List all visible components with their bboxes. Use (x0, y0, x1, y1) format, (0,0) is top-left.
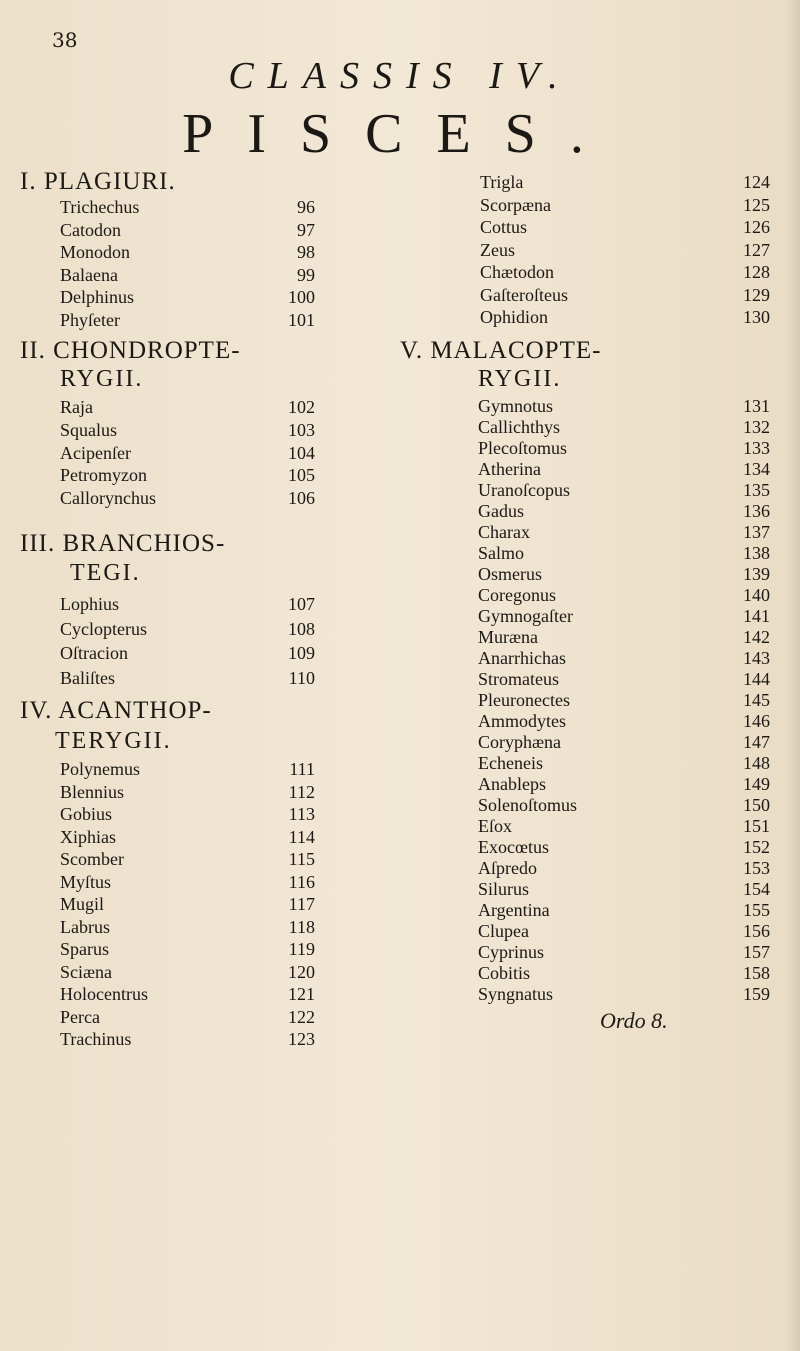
list-item (480, 171, 770, 194)
genus-name: Lophius (60, 594, 120, 614)
genus-name: Perca (60, 1006, 100, 1027)
genus-number: 136 (743, 501, 770, 521)
list-item (60, 961, 315, 984)
genus-name: Muræna (478, 627, 538, 647)
genus-name: Acipenſer (60, 442, 131, 463)
genus-name: Delphinus (60, 287, 134, 307)
genus-number: 149 (743, 774, 770, 794)
genus-name: Plecoſtomus (478, 438, 567, 458)
genus-number: 114 (288, 826, 315, 847)
genus-number: 118 (288, 916, 315, 937)
genus-number: 151 (743, 816, 770, 836)
section-subheader: TERYGII. (55, 728, 172, 754)
genus-number: 109 (288, 643, 315, 663)
genus-number: 100 (288, 287, 315, 307)
page-edge (786, 0, 800, 1351)
list-item (60, 1028, 315, 1051)
genus-number: 158 (743, 963, 770, 983)
list-item (480, 216, 770, 239)
genus-list (478, 396, 770, 1005)
list-item (60, 826, 315, 849)
list-item (478, 774, 770, 795)
genus-name: Gymnotus (478, 396, 554, 416)
genus-name: Salmo (478, 543, 525, 563)
list-item (60, 487, 315, 510)
genus-number: 124 (743, 172, 770, 192)
list-item (478, 480, 770, 501)
list-item (60, 617, 315, 642)
list-item (60, 893, 315, 916)
genus-number: 138 (743, 543, 770, 563)
list-item (478, 984, 770, 1005)
genus-number: 122 (288, 1006, 315, 1027)
genus-number: 159 (743, 984, 770, 1004)
genus-name: Raja (60, 397, 93, 417)
genus-number: 142 (743, 627, 770, 647)
section-header: IV. ACANTHOP- (20, 697, 212, 724)
genus-list (60, 592, 315, 690)
genus-number: 123 (288, 1029, 315, 1049)
genus-name: Coryphæna (478, 732, 561, 752)
genus-name: Squalus (60, 419, 118, 440)
genus-name: Pleuronectes (478, 690, 570, 710)
genus-name: Callorynchus (60, 488, 156, 509)
genus-name: Callichthys (478, 417, 560, 437)
list-item (478, 711, 770, 732)
genus-name: Oſtracion (60, 643, 128, 663)
list-item (60, 1006, 315, 1029)
genus-name: Baliſtes (60, 667, 115, 688)
genus-name: Chætodon (480, 262, 555, 282)
list-item (478, 963, 770, 984)
genus-number: 103 (288, 419, 315, 440)
section-header: II. CHONDROPTE- (20, 337, 241, 364)
genus-number: 153 (743, 858, 770, 878)
genus-name: Trichechus (60, 197, 140, 217)
list-item (478, 795, 770, 816)
genus-number: 154 (743, 879, 770, 899)
list-item (60, 419, 315, 442)
genus-name: Myſtus (60, 871, 112, 892)
list-item (60, 938, 315, 961)
genus-name: Clupea (478, 921, 529, 941)
section-subheader: RYGII. (60, 366, 144, 392)
genus-name: Ammodytes (478, 711, 566, 731)
genus-number: 116 (288, 871, 315, 892)
genus-number: 107 (288, 594, 315, 614)
genus-list (480, 171, 770, 329)
genus-name: Monodon (60, 242, 131, 262)
genus-name: Ophidion (480, 307, 549, 327)
genus-number: 141 (743, 606, 770, 626)
genus-number: 125 (743, 194, 770, 215)
genus-name: Labrus (60, 916, 110, 937)
page-title: PISCES. (182, 103, 618, 165)
list-item (60, 983, 315, 1006)
list-item (478, 858, 770, 879)
list-item (478, 816, 770, 837)
list-item (478, 690, 770, 711)
genus-name: Zeus (480, 239, 515, 260)
genus-number: 134 (743, 459, 770, 479)
list-item (60, 396, 315, 419)
genus-number: 117 (288, 894, 315, 914)
list-item (480, 306, 770, 329)
page-number: 38 (52, 28, 78, 52)
genus-name: Atherina (478, 459, 541, 479)
genus-number: 119 (288, 939, 315, 959)
list-item (478, 438, 770, 459)
list-item (478, 522, 770, 543)
genus-name: Polynemus (60, 759, 141, 779)
genus-number: 148 (743, 753, 770, 773)
list-item (60, 442, 315, 465)
list-item (478, 648, 770, 669)
list-item (60, 286, 315, 309)
list-item (478, 606, 770, 627)
genus-number: 101 (288, 309, 315, 330)
list-item (60, 219, 315, 242)
list-item (480, 261, 770, 284)
genus-number: 104 (288, 442, 315, 463)
genus-name: Blennius (60, 781, 125, 802)
genus-number: 130 (743, 307, 770, 327)
list-item (480, 284, 770, 307)
genus-number: 105 (288, 465, 315, 486)
list-item (478, 501, 770, 522)
genus-number: 146 (743, 711, 770, 731)
genus-name: Argentina (478, 900, 550, 920)
list-item (60, 848, 315, 871)
genus-number: 128 (743, 262, 770, 282)
genus-name: Eſox (478, 816, 512, 836)
genus-name: Petromyzon (60, 465, 147, 486)
genus-name: Sparus (60, 939, 109, 959)
genus-name: Cyclopterus (60, 618, 147, 639)
list-item (60, 264, 315, 287)
list-item (478, 732, 770, 753)
list-item (60, 758, 315, 781)
genus-name: Syngnatus (478, 984, 554, 1004)
list-item (478, 753, 770, 774)
genus-name: Phyſeter (60, 309, 120, 330)
genus-name: Balaena (60, 264, 118, 285)
genus-number: 108 (288, 618, 315, 639)
genus-number: 111 (289, 759, 315, 779)
genus-name: Cottus (480, 217, 528, 237)
genus-name: Silurus (478, 879, 530, 899)
genus-number: 99 (297, 264, 315, 285)
genus-list (60, 396, 315, 510)
list-item (60, 464, 315, 487)
genus-name: Aſpredo (478, 858, 537, 878)
genus-name: Gobius (60, 804, 113, 824)
genus-list (60, 758, 315, 1051)
genus-number: 97 (297, 219, 315, 240)
list-item (60, 871, 315, 894)
list-item (478, 585, 770, 606)
genus-number: 113 (288, 804, 315, 824)
genus-number: 156 (743, 921, 770, 941)
genus-number: 102 (288, 397, 315, 417)
list-item (478, 837, 770, 858)
genus-name: Trachinus (60, 1029, 132, 1049)
section-header: V. MALACOPTE- (400, 337, 602, 364)
genus-number: 126 (743, 217, 770, 237)
genus-number: 155 (743, 900, 770, 920)
genus-number: 135 (743, 480, 770, 500)
genus-name: Trigla (480, 172, 524, 192)
list-item (478, 669, 770, 690)
list-item (60, 781, 315, 804)
list-item (478, 879, 770, 900)
genus-number: 106 (288, 488, 315, 509)
genus-name: Stromateus (478, 669, 559, 689)
list-item (478, 396, 770, 417)
genus-name: Solenoſtomus (478, 795, 578, 815)
genus-number: 133 (743, 438, 770, 458)
genus-name: Sciæna (60, 961, 112, 982)
class-heading: CLASSIS IV. (228, 55, 572, 97)
genus-number: 139 (743, 564, 770, 584)
list-item (480, 239, 770, 262)
genus-number: 98 (297, 242, 315, 262)
list-item (60, 641, 315, 666)
section-subheader: RYGII. (478, 366, 562, 392)
list-item (478, 942, 770, 963)
genus-number: 120 (288, 961, 315, 982)
genus-name: Scomber (60, 849, 124, 869)
genus-number: 152 (743, 837, 770, 857)
genus-number: 143 (743, 648, 770, 668)
genus-name: Catodon (60, 219, 121, 240)
list-item (60, 916, 315, 939)
list-item (478, 921, 770, 942)
genus-number: 144 (743, 669, 770, 689)
list-item (478, 564, 770, 585)
list-item (480, 194, 770, 217)
list-item (60, 241, 315, 264)
section-header: III. BRANCHIOS- (20, 530, 226, 557)
genus-name: Coregonus (478, 585, 556, 605)
section-header: I. PLAGIURI. (20, 168, 176, 195)
genus-number: 127 (743, 239, 770, 260)
genus-number: 147 (743, 732, 770, 752)
genus-name: Holocentrus (60, 984, 148, 1004)
list-item (478, 627, 770, 648)
genus-number: 145 (743, 690, 770, 710)
genus-number: 121 (288, 984, 315, 1004)
list-item (478, 543, 770, 564)
genus-number: 131 (743, 396, 770, 416)
list-item (60, 196, 315, 219)
genus-name: Gaſteroſteus (480, 284, 568, 305)
catchword: Ordo 8. (600, 1008, 668, 1033)
genus-name: Mugil (60, 894, 105, 914)
list-item (60, 666, 315, 691)
genus-number: 112 (288, 781, 315, 802)
genus-number: 140 (743, 585, 770, 605)
genus-name: Exocœtus (478, 837, 549, 857)
genus-name: Uranoſcopus (478, 480, 570, 500)
list-item (60, 592, 315, 617)
genus-name: Anarrhichas (478, 648, 566, 668)
genus-name: Cyprinus (478, 942, 545, 962)
genus-number: 129 (743, 284, 770, 305)
genus-name: Gadus (478, 501, 524, 521)
list-item (478, 417, 770, 438)
genus-name: Osmerus (478, 564, 542, 584)
genus-number: 137 (743, 522, 770, 542)
genus-number: 115 (288, 849, 315, 869)
genus-number: 110 (288, 667, 315, 688)
list-item (478, 459, 770, 480)
genus-list (60, 196, 315, 331)
list-item (60, 309, 315, 332)
genus-name: Cobitis (478, 963, 531, 983)
list-item (478, 900, 770, 921)
genus-name: Scorpæna (480, 194, 551, 215)
genus-number: 150 (743, 795, 770, 815)
section-subheader: TEGI. (70, 560, 141, 586)
genus-number: 157 (743, 942, 770, 962)
genus-name: Anableps (478, 774, 546, 794)
genus-name: Gymnogaſter (478, 606, 573, 626)
genus-name: Echeneis (478, 753, 543, 773)
genus-number: 132 (743, 417, 770, 437)
genus-name: Xiphias (60, 826, 116, 847)
list-item (60, 803, 315, 826)
genus-name: Charax (478, 522, 530, 542)
genus-number: 96 (297, 197, 315, 217)
